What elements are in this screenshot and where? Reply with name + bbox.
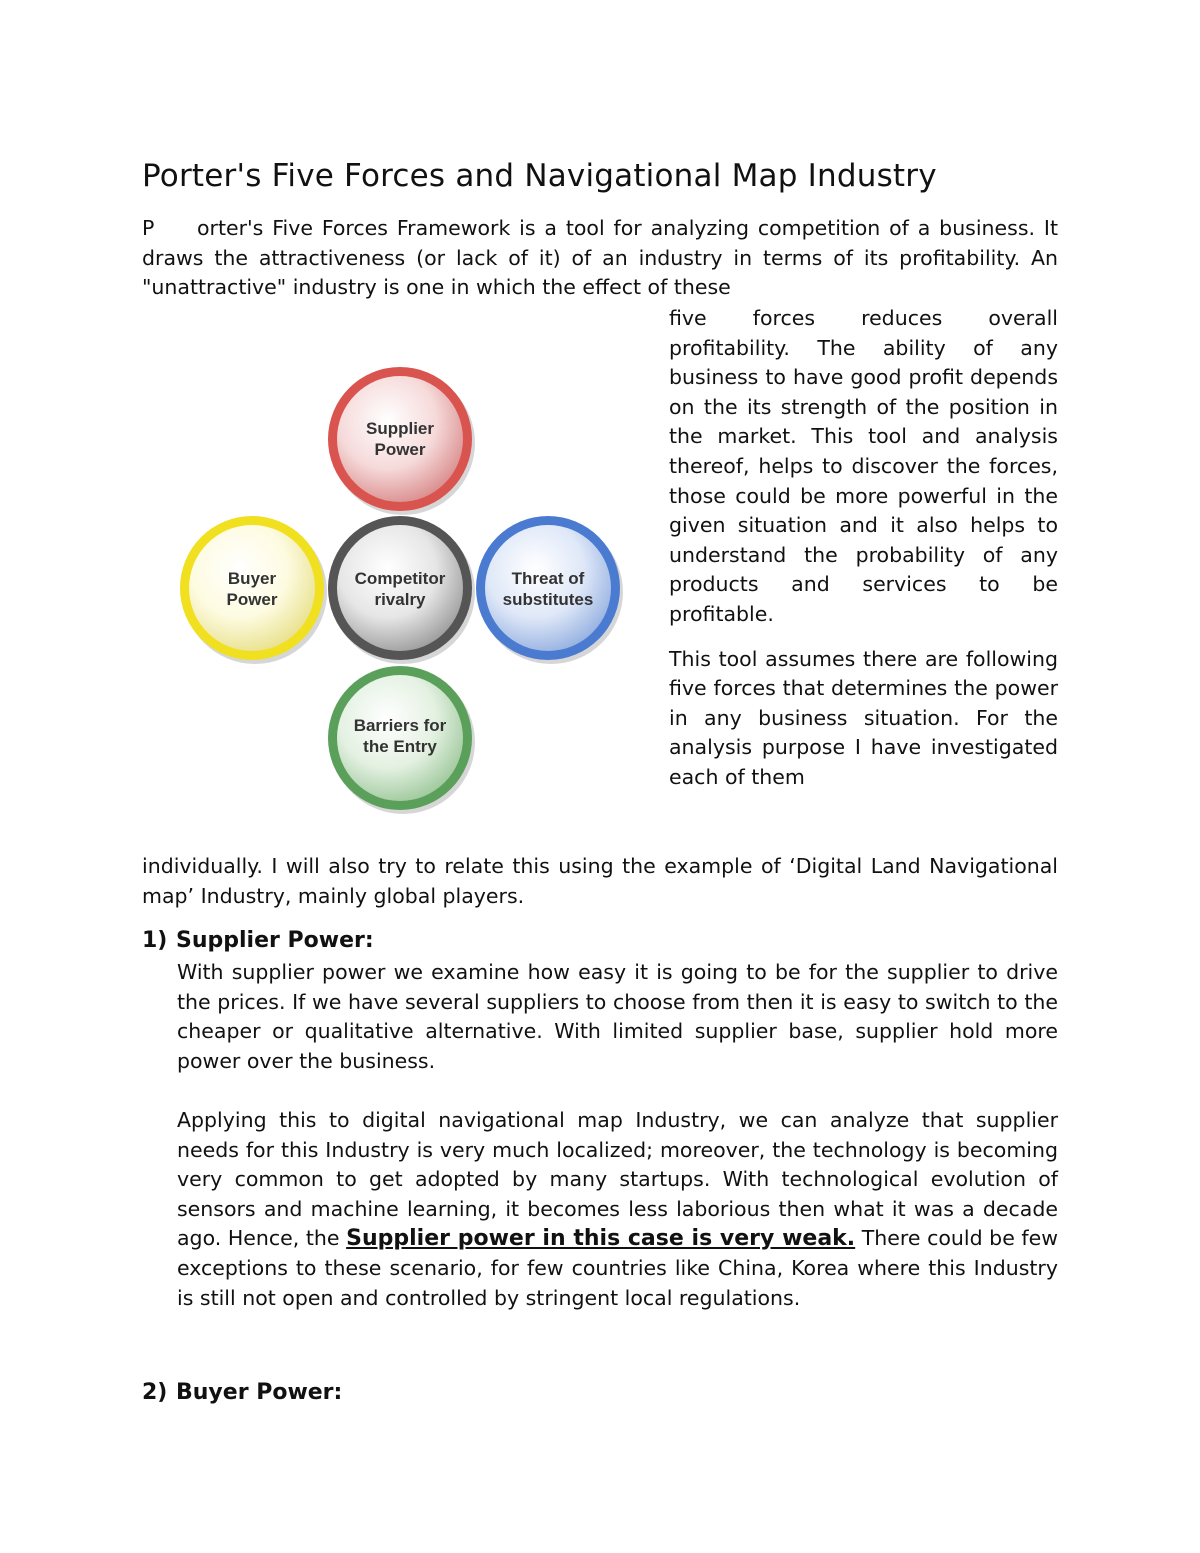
supplier-label-line2: Power: [374, 440, 426, 459]
barriers-label-line2: the Entry: [363, 737, 437, 756]
section-2-heading: [142, 1380, 342, 1405]
section-1-title: Supplier Power:: [176, 928, 374, 953]
buyer-label-line2: Power: [226, 590, 278, 609]
intro-paragraph: [142, 214, 1058, 303]
section-2-number: 2): [142, 1380, 168, 1405]
competitor-label-line2: rivalry: [374, 590, 426, 609]
buyer-label-line1: Buyer: [227, 569, 277, 588]
substitutes-label-line1: Threat of: [511, 569, 585, 588]
intro-text: orter's Five Forces Framework is a tool for analyzing competition of a business. It draws the attractiveness (or lack of it) of an industry in terms of its profitability. An "unattractive" industry is one in which the effect of these: [142, 216, 1058, 300]
continuation-paragraph: individually. I will also try to relate this using the example of ‘Digital Land Navigational map’ Industry, mainly global players.: [142, 854, 1058, 908]
supplier-label-line1: Supplier: [365, 419, 435, 438]
competitor-rivalry-circle: [328, 516, 475, 664]
competitor-label-line1: Competitor: [354, 569, 446, 588]
section-1-emphasis: Supplier power in this case is very weak.: [346, 1226, 856, 1252]
section-1-p2-text-before: Applying this to digital navigational map Industry, we can analyze that supplier needs for this Industry is very much localized; moreover, the technology is becoming very common to get adopted by many startups. With technological evolution of sensors and machine learning, it becomes less laborious then what it was a decade ago. Hence, the: [177, 1108, 1058, 1251]
section-1-paragraph-1: With supplier power we examine how easy it is going to be for the supplier to drive the prices. If we have several suppliers to choose from then it is easy to switch to the cheaper or qualitative alternative. With limited supplier base, supplier hold more power over the business.: [177, 960, 1058, 1073]
page-title: Porter's Five Forces and Navigational Map Industry: [142, 158, 937, 194]
right-column-text: [669, 304, 1058, 793]
substitutes-label-line2: substitutes: [502, 590, 594, 609]
barriers-circle: [328, 666, 475, 814]
barriers-label-line1: Barriers for: [353, 716, 447, 735]
five-forces-diagram: [170, 358, 640, 818]
substitutes-circle: [476, 516, 623, 664]
section-1-p2-text-after: There could be few exceptions to these scenario, for few countries like China, Korea where this Industry is still not open and controlled by stringent local regulations.: [177, 1226, 1058, 1310]
section-1-number: 1): [142, 928, 168, 953]
section-1-paragraph-2: [177, 1106, 1058, 1313]
section-2-title: Buyer Power:: [176, 1380, 343, 1405]
right-column-paragraph-2: This tool assumes there are following five forces that determines the power in any business situation. For the analysis purpose I have investigated each of them: [669, 646, 1058, 789]
supplier-power-circle: [328, 367, 475, 515]
buyer-power-circle: [180, 516, 327, 664]
right-column-paragraph-1: five forces reduces overall profitability. The ability of any business to have good profit depends on the its strength of the position in the market. This tool and analysis thereof, helps to discover the forces, those could be more powerful in the given situation and it also helps to understand the probability of any products and services to be profitable.: [669, 306, 1058, 626]
section-1-heading: [142, 928, 374, 953]
drop-cap: P: [142, 216, 155, 240]
